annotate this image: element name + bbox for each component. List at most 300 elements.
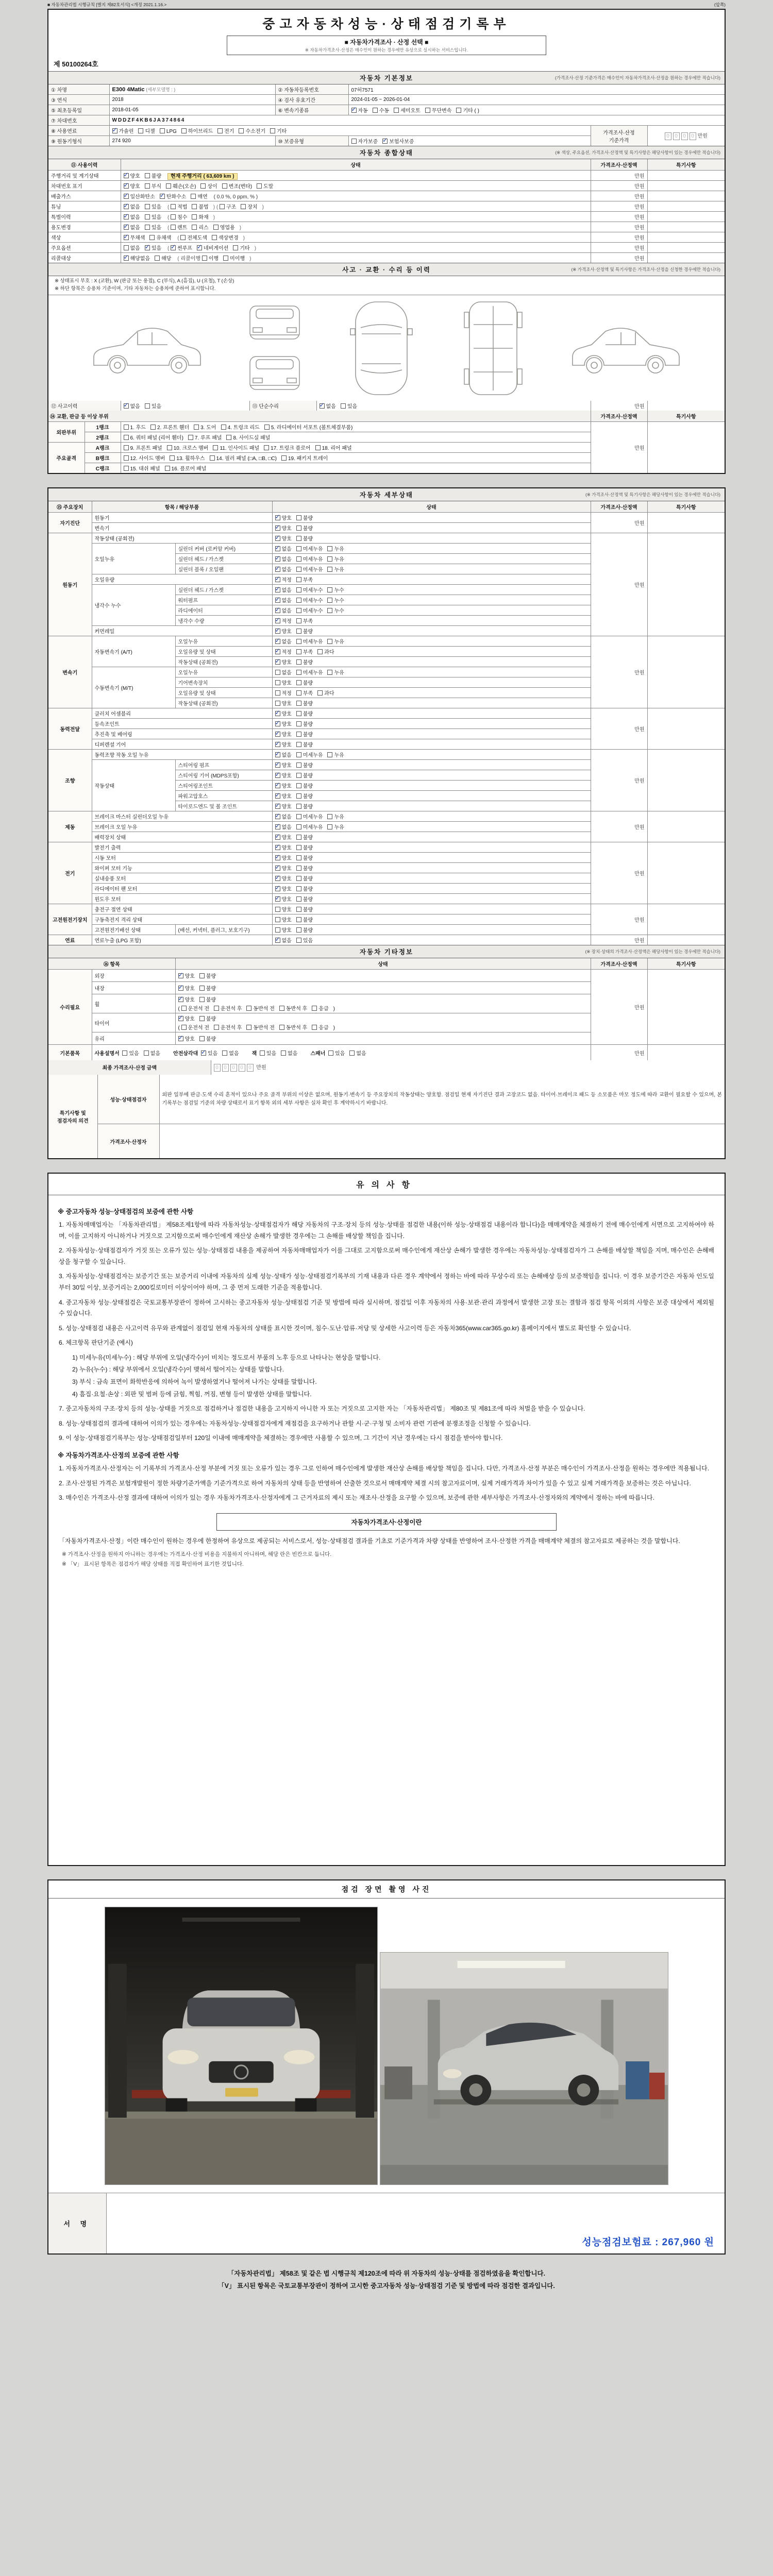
overall-status: ✓ 없음 있음 ( 적법 불법 ) ( 구조 장치 ): [121, 201, 591, 212]
checkbox-option: 불량: [296, 740, 313, 748]
document-number: 제 50100264호: [54, 60, 98, 68]
appraiser-opinion-text: [159, 1124, 725, 1158]
detail-item: 고전원전기배선 상태: [92, 925, 175, 935]
detail-subitem: 워터펌프: [175, 595, 272, 605]
checkbox-option: 동반석 전: [246, 1004, 274, 1012]
detail-row: [48, 842, 725, 853]
note-cell: [647, 970, 725, 1045]
detail-item: 브레이크 오일 누유: [92, 822, 272, 832]
checkbox: [124, 466, 129, 471]
checkbox-option: 과다: [317, 689, 334, 697]
checkbox: [296, 526, 301, 531]
checkbox: [202, 256, 207, 261]
checkbox-option: 13. 휠하우스: [170, 454, 205, 462]
detail-item: 등속조인트: [92, 719, 272, 729]
checked-checkbox: [275, 783, 280, 788]
detail-status: [272, 595, 591, 605]
detail-subitem: 오일누유: [175, 636, 272, 647]
checkbox: [167, 445, 172, 450]
state-code-legend: [48, 276, 725, 295]
detail-row: [48, 750, 725, 760]
detail-item: 원동기: [92, 513, 272, 523]
detail-subitem: 파워고압호스: [175, 791, 272, 801]
checkbox-option: ✓ 없음: [124, 213, 140, 221]
checkbox-option: 1. 후드: [124, 423, 146, 431]
checkbox-option: 수소전기: [239, 127, 265, 134]
vin-label: ⑦ 차대번호: [48, 115, 109, 126]
checkbox: [226, 435, 231, 440]
exchange-rank-table: [48, 411, 725, 473]
reg-no-label: ② 자동차등록번호: [275, 84, 348, 95]
overall-status: [121, 171, 591, 181]
detail-item: 브레이크 마스터 실린더오일 누유: [92, 811, 272, 822]
checkbox: [194, 425, 199, 430]
detail-status: [272, 677, 591, 688]
detail-status: [272, 667, 591, 677]
checkbox-option: 불량: [296, 854, 313, 861]
checkbox-option: 무단변속: [425, 106, 452, 114]
checkbox: [317, 690, 323, 696]
checked-checkbox: [197, 245, 202, 250]
checkbox-option: ✓ 탄화수소: [160, 192, 187, 200]
detail-status: [272, 523, 591, 533]
detail-item: 발전기 출력: [92, 842, 272, 853]
checked-checkbox: [178, 1036, 183, 1041]
checked-checkbox: [382, 139, 388, 144]
detail-status: [272, 616, 591, 626]
detail-status: [272, 863, 591, 873]
detail-subitem: 라디에이터: [175, 605, 272, 616]
device-group: 조향: [48, 750, 92, 811]
checked-checkbox: [275, 546, 280, 551]
checkbox-option: 불량: [296, 679, 313, 686]
checkbox: [275, 690, 280, 696]
checkbox-option: 미세누유: [296, 751, 323, 758]
detail-status: [272, 729, 591, 739]
table-row: [48, 126, 725, 136]
checkbox: [212, 235, 217, 240]
checkbox: [296, 783, 301, 788]
checkbox-option: 있음: [341, 402, 357, 410]
note-cell: [647, 811, 725, 842]
note-cell: [647, 212, 725, 222]
checkbox-option: 미세누유: [296, 812, 323, 820]
section-detail-note: (※ 가격조사·산정액 및 특기사항은 해당사항이 있는 경우에만 적습니다): [585, 492, 720, 498]
checkbox-option: ✓ 없음: [124, 223, 140, 231]
checkbox-option: ✓ 무채색: [124, 233, 145, 241]
checkbox: [166, 183, 171, 189]
engine-value: 274 920: [109, 136, 275, 146]
checkbox-option: 부족: [296, 575, 313, 583]
checkbox: [155, 256, 160, 261]
checkbox: [275, 701, 280, 706]
checkbox-option: ✓ 양호: [275, 709, 292, 717]
overall-item: 차대번호 표기: [48, 181, 121, 191]
checkbox: [296, 814, 301, 819]
checkbox: [171, 225, 176, 230]
price-unit-cell: 만원: [591, 513, 647, 533]
simple-repair-options: [320, 404, 362, 410]
checkbox-option: 응급: [312, 1004, 328, 1012]
checkbox-option: 불량: [296, 771, 313, 779]
rank-items: [121, 453, 591, 463]
overall-row: [48, 212, 725, 222]
checkbox-option: 10. 크로스 멤버: [167, 444, 209, 451]
price-digit-box: 0: [222, 1064, 229, 1072]
checkbox-option: ✓ 보험사보증: [382, 137, 414, 145]
checkbox-option: ✓ 양호: [275, 802, 292, 810]
checked-checkbox: [124, 173, 129, 178]
checkbox: [296, 773, 301, 778]
notice-tail-note: ※ 가격조사·산정을 원하지 아니하는 경우에는 가격조사·산정 비용을 지불하지 아니하며, 해당 란은 빈칸으로 둡니다.: [62, 1551, 332, 1558]
overall-status: ✓ 없음 있음 ( 렌트 리스 영업용 ): [121, 222, 591, 232]
device-group: 원동기: [48, 533, 92, 636]
checkbox-option: 누유: [327, 555, 344, 563]
checkbox-option: 부족: [296, 689, 313, 697]
inspector-opinion-text: 외판 일부에 판금·도색 수리 흔적이 있으나 주요 골격 부위의 이상은 없으며, 원동기·변속기 등 주요장치의 작동상태는 양호함. 점검일 현재 자기진단 결과 고장코드 없음. 타이어·브레이크 패드 등 소모품은 마모 정도에 따라 교환이 필요할 수 있으며, 본 기록부는 점검일 기준의 차량 상태로서 표기 항목 외의 세부 사항은 실차 확인 후 계약하시기 바랍니다.: [159, 1075, 725, 1124]
checkbox-option: 미세누유: [296, 545, 323, 552]
checked-checkbox: [275, 659, 280, 665]
checkbox: [124, 245, 129, 250]
detail-status: [272, 708, 591, 719]
checkbox-option: ✓ 양호: [275, 761, 292, 769]
checkbox-option: ✓ 네비게이션: [197, 244, 228, 251]
detail-item: 자동변속기 (A/T): [92, 636, 175, 667]
detail-subitem: 스티어링 기어 (MDPS포함): [175, 770, 272, 781]
checkbox-option: ✓ 일산화탄소: [124, 192, 155, 200]
checkbox-option: 6. 쿼터 패널 (리어 휀더): [124, 433, 183, 441]
checked-checkbox: [275, 577, 280, 582]
price-digit-box: 0: [214, 1064, 221, 1072]
checkbox-option: 불량: [296, 627, 313, 635]
checked-checkbox: [275, 732, 280, 737]
checkbox: [279, 1025, 284, 1030]
detail-item: 동력조향 작동 오일 누유: [92, 750, 272, 760]
detail-status: [272, 513, 591, 523]
checkbox: [145, 183, 150, 189]
form-reference-row: [47, 2, 726, 8]
note-cell: [647, 253, 725, 263]
car-name-label: ① 차명: [48, 84, 109, 95]
detail-status: [272, 842, 591, 853]
checkbox-option: ✓ 없음: [275, 565, 292, 573]
checkbox: [222, 1050, 227, 1056]
exchange-label: ⑭ 교환, 판금 등 이상 부위: [48, 411, 591, 422]
checkbox-option: 없음: [281, 1049, 297, 1057]
detail-status: [272, 688, 591, 698]
vin-value: WDDZF4KB6JA374864: [109, 115, 725, 126]
price-digit-box: 0: [239, 1064, 245, 1072]
signature-table: [48, 2193, 725, 2254]
checked-checkbox: [275, 773, 280, 778]
engine-label: ⑨ 원동기형식: [48, 136, 109, 146]
detail-item: 시동 모터: [92, 853, 272, 863]
checkbox-option: 14. 필러 패널 (□A, □B, □C): [210, 454, 277, 462]
notice-item: 5. 성능·상태점검 내용은 사고이력 유무와 관계없이 점검일 현재 자동차의 상태를 표시한 것이며, 침수·도난·압류·저당 및 상세한 사고이력 등은 자동차365(www.car365.go.kr) 홈페이지에서 별도로 확인할 수 있습니다.: [59, 1324, 631, 1332]
checkbox-option: 부족: [296, 648, 313, 655]
checked-checkbox: [275, 824, 280, 829]
checked-checkbox: [275, 814, 280, 819]
detail-status: [272, 626, 591, 636]
checkbox-option: 적법: [171, 202, 187, 210]
detail-col-device: ⑮ 주요장치: [48, 501, 92, 513]
checked-checkbox: [178, 997, 183, 1002]
detail-item: 배력장치 상태: [92, 832, 272, 842]
note-cell: [647, 222, 725, 232]
checkbox-option: 과다: [317, 648, 334, 655]
checked-checkbox: [124, 194, 129, 199]
checkbox-option: 불량: [145, 172, 161, 179]
checked-checkbox: [275, 629, 280, 634]
checkbox: [281, 455, 287, 461]
checkbox: [214, 1025, 219, 1030]
opinion-side-label: 특기사항 및 점검자의 의견: [48, 1075, 97, 1158]
checked-checkbox: [275, 587, 280, 592]
detail-row: [48, 636, 725, 647]
checkbox: [328, 1050, 333, 1056]
checked-checkbox: [275, 835, 280, 840]
detail-item: 디퍼렌셜 기어: [92, 739, 272, 750]
checkbox: [296, 629, 301, 634]
checkbox-option: 18. 리어 패널: [315, 444, 352, 451]
section-basic-note: (가격조사·산정 기준가격은 매수인이 자동차가격조사·산정을 원하는 경우에만 적습니다): [554, 75, 720, 80]
checkbox-option: 디젤: [138, 127, 155, 134]
detail-item: 라디에이터 팬 모터: [92, 884, 272, 894]
checkbox: [181, 1006, 187, 1011]
price-unit-cell: 만원: [591, 750, 647, 811]
checked-checkbox: [275, 762, 280, 768]
device-group: 연료: [48, 935, 92, 945]
base-item: 스패너 있음 없음: [310, 1049, 371, 1057]
checkbox-option: 리스: [192, 223, 208, 231]
checkbox: [275, 927, 280, 933]
year-value: 2018: [109, 95, 275, 105]
table-header-row: [48, 159, 725, 171]
detail-status: [272, 770, 591, 781]
checkbox-option: ✓ 양호: [275, 730, 292, 738]
overall-item: 주행거리 및 계기상태: [48, 171, 121, 181]
checkbox-option: ✓ 자동: [351, 106, 368, 114]
overall-row: [48, 191, 725, 201]
checkbox-option: ✓ 양호: [275, 782, 292, 789]
checkbox-option: 불량: [296, 843, 313, 851]
etc-status: [175, 970, 591, 982]
checkbox-option: 양호: [275, 905, 292, 913]
detail-item: 충전구 절연 상태: [92, 904, 272, 914]
checkbox: [296, 824, 301, 829]
checkbox: [317, 649, 323, 654]
checkbox-option: 불량: [296, 534, 313, 542]
inspector-label: 성능·상태점검자: [97, 1075, 159, 1124]
checkbox-option: 상이: [200, 182, 217, 190]
checkbox-option: 훼손(오손): [166, 182, 196, 190]
checkbox-option: 운전석 전: [181, 1004, 209, 1012]
checkbox-option: 있음: [328, 1049, 345, 1057]
checkbox-option: 불량: [296, 895, 313, 903]
form-reference: ■ 자동차관리법 시행규칙 [별지 제82호서식] <개정 2021.1.16.>: [47, 2, 167, 7]
checkbox: [281, 1050, 286, 1056]
checkbox: [199, 997, 205, 1002]
price-unit-cell: 만원: [591, 171, 647, 181]
checkbox-option: 있음: [145, 223, 161, 231]
detail-status: [272, 811, 591, 822]
checkbox-option: ✓ 적정: [275, 617, 292, 624]
checkbox: [199, 1016, 205, 1021]
checked-checkbox: [201, 1050, 206, 1056]
checkbox-option: 색상변경: [212, 233, 239, 241]
section-etc-note: (※ 장치·상태의 가격조사·산정액은 해당사항이 있는 경우에만 적습니다): [585, 949, 720, 955]
detail-item: 구동축전지 격리 상태: [92, 914, 272, 925]
overall-row: [48, 201, 725, 212]
car-diagram-left-side: [86, 299, 208, 397]
checkbox: [296, 762, 301, 768]
checkbox-option: ✓ 양호: [275, 833, 292, 841]
checkbox: [312, 1006, 317, 1011]
checkbox-option: 불량: [296, 782, 313, 789]
checkbox-option: 있음: [145, 213, 161, 221]
notice-item: 4) 흠집·요철·손상 : 외판 및 범퍼 등에 긁힘, 찍힘, 꺼짐, 변형 등이 발생한 상태를 말합니다.: [72, 1390, 312, 1398]
checkbox-option: ✓ 양호: [275, 895, 292, 903]
checkbox: [145, 173, 150, 178]
checkbox-option: ✓ 없음: [275, 823, 292, 831]
notice-item: 6. 체크항목 판단기준 (예시): [59, 1339, 133, 1347]
checkbox-option: ✓ 양호: [275, 524, 292, 532]
detail-subitem: 오일누유: [175, 667, 272, 677]
checkbox-option: 하이브리드: [181, 127, 213, 134]
checkbox-option: 누유: [327, 751, 344, 758]
checkbox-option: 불량: [296, 514, 313, 521]
rank-items: [121, 422, 591, 432]
checkbox-option: 없음: [349, 1049, 366, 1057]
fuel-label: ⑧ 사용연료: [48, 126, 109, 136]
checkbox: [296, 649, 301, 654]
exchange-col-price: 가격조사·산정액: [591, 411, 647, 422]
year-label: ③ 연식: [48, 95, 109, 105]
checked-checkbox: [275, 938, 280, 943]
checked-checkbox: [178, 973, 183, 978]
checkbox: [296, 855, 301, 860]
detail-subitem: 작동상태 (공회전): [175, 657, 272, 667]
checked-checkbox: [275, 515, 280, 520]
footer-line-2: 「V」 표시된 항목은 국토교통부장관이 정하여 고시한 중고자동차 성능·상태점검 기준 및 방법에 따라 점검한 결과입니다.: [218, 2282, 555, 2290]
checkbox-option: ✓ 없음: [124, 202, 140, 210]
detail-subitem: (배선, 커넥터, 플러그, 보호기구): [175, 925, 272, 935]
detail-status: [272, 533, 591, 544]
checkbox: [170, 455, 175, 461]
note-cell: [647, 422, 725, 473]
detail-item: 추진축 및 베어링: [92, 729, 272, 739]
price-unit-cell: 만원: [591, 243, 647, 253]
checkbox-option: 불량: [296, 761, 313, 769]
checkbox: [296, 732, 301, 737]
checked-checkbox: [275, 536, 280, 541]
detail-subitem: 타이로드엔드 및 볼 조인트: [175, 801, 272, 811]
checkbox-option: ✓양호: [178, 1014, 195, 1022]
detail-status: [272, 739, 591, 750]
detail-row: [48, 533, 725, 544]
checkbox-option: 불량: [296, 792, 313, 800]
checkbox-option: 누유: [327, 823, 344, 831]
rank-name: A랭크: [85, 443, 121, 453]
photo-section-title: 점검 장면 촬영 사진: [48, 1880, 725, 1899]
device-group: 제동: [48, 811, 92, 842]
price-digit-box: 0: [230, 1064, 237, 1072]
etc-item: 타이어: [92, 1013, 175, 1032]
checkbox: [327, 639, 332, 644]
detail-status: [272, 605, 591, 616]
checkbox: [327, 608, 332, 613]
overall-status: [121, 181, 591, 191]
notice-item: 2. 조사·산정된 가격은 보험개발원이 정한 차량기준가액을 기준가격으로 하여 자동차의 상태 등을 반영하여 산출한 것으로서 매매계약 체결 시의 참고자료이며, 실제 거래가격과 차이가 있을 수 있고 실제 거래가격을 보증하는 것은 아닙니다.: [59, 1479, 691, 1487]
checkbox-option: 누유: [327, 812, 344, 820]
checkbox-option: 불법: [192, 202, 208, 210]
detail-state-table: [48, 501, 725, 945]
checked-checkbox: [275, 567, 280, 572]
detail-row: [48, 935, 725, 945]
checked-checkbox: [351, 108, 357, 113]
checkbox: [296, 618, 301, 623]
detail-status: [272, 832, 591, 842]
checkbox: [192, 225, 197, 230]
etc-col-item: ⑯ 항목: [48, 958, 175, 970]
checkbox-option: 16. 플로어 패널: [165, 464, 207, 472]
checkbox: [199, 1036, 205, 1041]
checkbox: [145, 225, 150, 230]
checkbox-option: 렌트: [171, 223, 187, 231]
checkbox-option: 7. 루프 패널: [188, 433, 222, 441]
table-row: [48, 1124, 725, 1158]
detail-status: [272, 636, 591, 647]
checkbox-option: 유채색: [149, 233, 171, 241]
price-unit-cell: 만원: [591, 970, 647, 1045]
price-digit-box: 0: [681, 132, 688, 140]
checked-checkbox: [275, 598, 280, 603]
price-unit-cell: 만원: [591, 708, 647, 750]
checkbox: [223, 256, 228, 261]
checkbox: [296, 577, 301, 582]
detail-status: [272, 554, 591, 564]
checkbox: [296, 752, 301, 757]
etc-status: [175, 982, 591, 994]
overall-item: 특별이력: [48, 212, 121, 222]
checkbox-option: 불량: [199, 995, 216, 1003]
price-unit-cell: 만원: [591, 401, 647, 411]
base-price-unit: 만원: [697, 133, 708, 139]
checkbox-option: 누수: [327, 606, 344, 614]
overall-item: 색상: [48, 232, 121, 243]
checkbox: [221, 425, 226, 430]
checkbox-option: 2. 프론트 휀더: [150, 423, 189, 431]
checkbox-option: 도말: [257, 182, 273, 190]
checked-checkbox: [124, 256, 129, 261]
checkbox: [296, 608, 301, 613]
detail-row: [48, 513, 725, 523]
checkbox-option: 미세누유: [296, 637, 323, 645]
checkbox: [241, 204, 246, 209]
checkbox-option: ✓ 양호: [275, 854, 292, 861]
checkbox: [296, 938, 301, 943]
table-row: [48, 2193, 725, 2253]
checked-checkbox: [145, 245, 150, 250]
rank-name: C랭크: [85, 463, 121, 473]
checkbox: [296, 515, 301, 520]
checkbox: [296, 587, 301, 592]
checkbox: [296, 711, 301, 716]
checkbox-option: ✓ 양호: [275, 792, 292, 800]
checkbox-option: 동반석 후: [279, 1004, 307, 1012]
price-unit-cell: 만원: [591, 636, 647, 708]
overall-row: [48, 253, 725, 263]
